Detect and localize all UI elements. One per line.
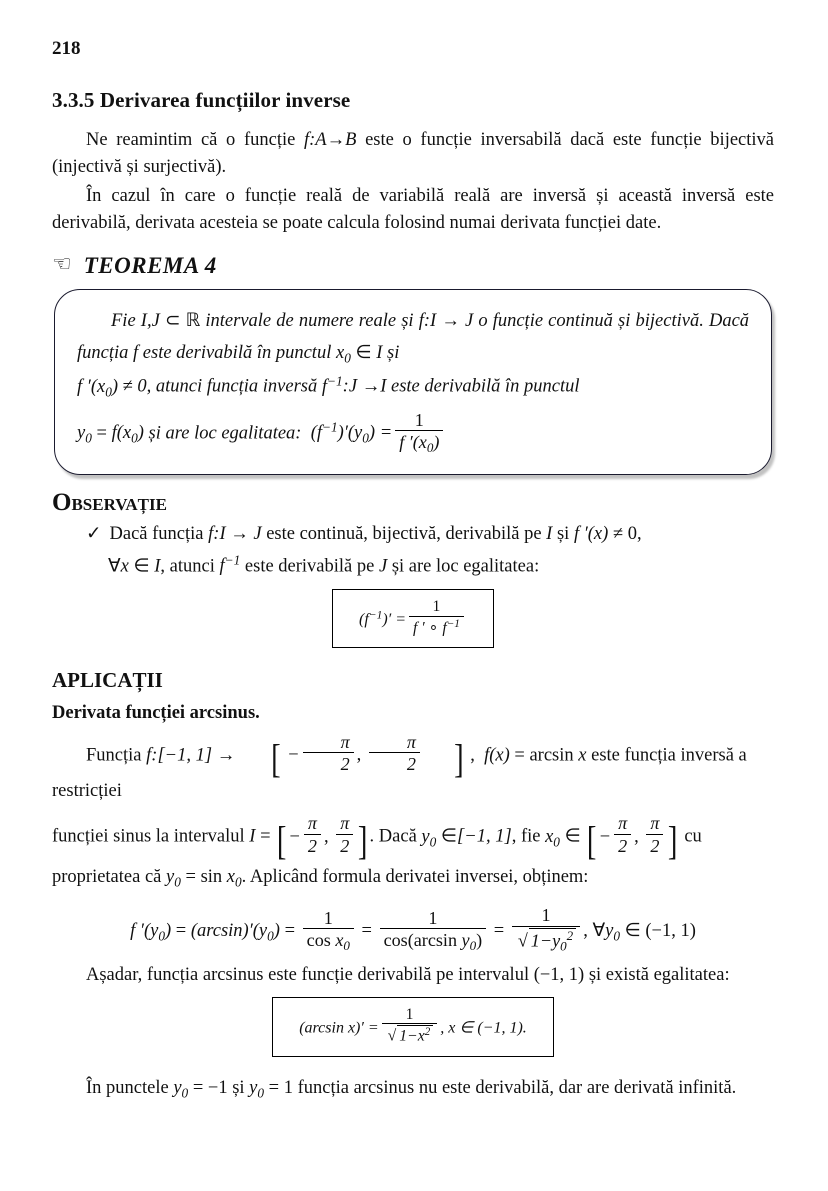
- observation-boxed-formula: [332, 589, 494, 648]
- obs-I: I: [219, 523, 226, 544]
- app-eq3: =: [185, 867, 196, 888]
- app-y0: $y_0$: [421, 826, 437, 850]
- thm-fraction: $\frac{1}{f '(x_0)}$: [395, 410, 443, 456]
- thm-J: J: [151, 311, 160, 331]
- thm-fie: Fie: [111, 311, 141, 331]
- obs-in: ∈: [133, 556, 150, 577]
- applications-title: APLICAȚII: [52, 667, 163, 692]
- formula-frac-2: $\frac{1}{\cos(\arcsin y_0)}$: [380, 908, 487, 954]
- formula-y0-tail: $y_0$: [605, 921, 620, 944]
- app-x: x: [578, 745, 587, 766]
- forall-icon: ∀: [108, 556, 121, 577]
- observation-head-rest: BSERVAȚIE: [71, 494, 167, 514]
- obs-arrow: →: [230, 523, 249, 544]
- thm-Idom: I: [430, 311, 437, 331]
- app-text-f: cu: [679, 826, 702, 847]
- obs-box-fraction: $\frac{1}{f ' \circ f^{-1}}$: [409, 598, 464, 637]
- obs-J: J: [253, 523, 262, 544]
- thm-Jcod: J: [464, 311, 474, 331]
- app-text-j: și: [227, 1077, 250, 1098]
- observation-head-initial: O: [52, 488, 72, 516]
- app-text-b: este funcția inversă a restricției: [52, 745, 747, 802]
- formula-eq4: =: [493, 921, 505, 942]
- thm-text-e: și: [382, 342, 400, 363]
- formula-comma: ,: [583, 921, 588, 942]
- section-title: 3.3.5 Derivarea funcțiilor inverse: [52, 88, 351, 112]
- app-eq4: = −1: [192, 1077, 228, 1098]
- thm-neq: ≠: [122, 376, 133, 397]
- theorem-line-1: [77, 306, 749, 370]
- check-icon: ✓: [86, 523, 102, 544]
- thm-J2: J: [348, 376, 358, 397]
- app-I: I: [249, 826, 256, 847]
- thm-text-b: intervale de numere reale și: [200, 311, 419, 331]
- thm-colon2: :: [342, 376, 349, 397]
- app-fx: f(x): [484, 745, 510, 766]
- theorem-box: [54, 289, 772, 475]
- app-line-4: Așadar, funcția arcsinus este funcție derivabilă pe intervalul (−1, 1) și există egalitatea:: [86, 964, 730, 985]
- obs-fprime: f ′(x): [573, 523, 609, 544]
- app-text-c: funcției sinus la intervalul: [52, 826, 250, 847]
- page-number: 218: [52, 38, 81, 59]
- app-dom2: [−1, 1]: [457, 826, 512, 847]
- obs-text-d: , atunci: [160, 556, 220, 577]
- thm-f2: f: [133, 342, 139, 363]
- thm-in: ∈: [355, 342, 372, 363]
- app-text-e: , fie: [511, 826, 546, 847]
- thm-arrow2: →: [361, 376, 381, 397]
- app-eq: =: [514, 745, 525, 766]
- obs-x: x: [120, 556, 129, 577]
- theorem-title: TEOREMA 4: [83, 253, 217, 278]
- thm-text-d: este derivabilă în punctul: [138, 342, 336, 363]
- formula-eq2: =: [284, 921, 296, 942]
- thm-y0: $y_0$: [77, 423, 92, 446]
- observation-line-1: [86, 521, 774, 549]
- app-line-5: [52, 1071, 774, 1106]
- app-arrow: →: [216, 745, 236, 766]
- formula-arcsin-prime: $(\arcsin)'(y_0)$: [190, 921, 280, 944]
- app-text-d: . Dacă: [369, 826, 422, 847]
- theorem-heading: [52, 253, 774, 279]
- app-arcsin: arcsin: [529, 745, 574, 766]
- thm-text-g: este derivabilă în punctul: [386, 376, 580, 397]
- obs-text-b: este continuă, bijectivă, derivabilă pe: [261, 523, 547, 544]
- paragraph-intro-1: [52, 127, 774, 181]
- obs-text-a: Dacă funcția: [109, 523, 209, 544]
- paragraph-intro-2: În cazul în care o funcție reală de variabilă reală are inversă și această inversă este derivabilă, derivata acesteia se poate calcula folosind numai derivata funcției date.: [52, 186, 774, 233]
- app-y0-d: $y_0$: [249, 1077, 265, 1100]
- para1-A: A: [315, 130, 327, 150]
- obs-zero: 0,: [627, 523, 642, 544]
- para1-text-b: este o funcție inversabilă dacă este funcție bijectivă (injectivă și surjectivă).: [52, 130, 774, 177]
- thm-I: I: [140, 311, 147, 331]
- app-domain: [−1, 1]: [157, 745, 213, 766]
- app-x0: $x_0$: [545, 826, 560, 850]
- thm-fcolon: :: [423, 311, 431, 331]
- app-text-a: Funcția: [86, 745, 147, 766]
- obs-I3: I: [154, 556, 161, 577]
- app-eq2: =: [260, 826, 271, 847]
- app-text-g: proprietatea că: [52, 867, 167, 888]
- arcsin-boxed-formula: [272, 997, 554, 1057]
- obs-text-e: este derivabilă pe: [240, 556, 379, 577]
- obs-box-lhs: $(f^{-1})'$ =: [359, 608, 406, 628]
- thm-text-h: și are loc egalitatea:: [143, 423, 302, 444]
- formula-frac-3: $\frac{1}{√ 1-y_0^2}$: [512, 905, 580, 954]
- thm-subset: ⊂: [164, 311, 181, 331]
- hand-pointer-icon: ☜: [52, 251, 72, 276]
- formula-interval: (−1, 1): [645, 921, 696, 942]
- app-interval-3: [ − $\frac{\pi}{2}$ , $\frac{\pi}{2}$ ]: [587, 813, 678, 863]
- obs-J2: J: [378, 556, 388, 577]
- thm-R: ℝ: [185, 311, 201, 331]
- para1-B: B: [345, 130, 357, 150]
- thm-text-f: , atunci funcția inversă: [146, 376, 322, 397]
- app-interval-1: [ − $\frac{\pi}{2}$ , $\frac{\pi}{2}$ ]: [270, 731, 464, 781]
- formula-eq1: =: [175, 921, 187, 942]
- app-line-3: [52, 860, 774, 895]
- app-in2: ∈: [564, 826, 581, 847]
- thm-eq: =: [96, 423, 107, 444]
- thm-x0: $x_0$: [335, 342, 351, 366]
- arcsin-box-fraction: $\frac{1}{√ 1-x^2}$: [382, 1006, 438, 1046]
- thm-lhs: $(f^{-1})'(y_0)$ =: [310, 419, 393, 446]
- thm-fprime-x0: f $'(x_0)$: [77, 376, 119, 399]
- arcsin-box-lhs: (arcsin x)′ =: [299, 1019, 379, 1037]
- theorem-line-4: [77, 410, 749, 456]
- thm-text-c: o funcție continuă și bijectivă. Dacă funcția: [77, 311, 750, 363]
- formula-in: ∈: [624, 921, 641, 942]
- obs-neq: ≠: [612, 523, 624, 544]
- app-y0b: $y_0$: [166, 867, 181, 890]
- thm-I3: I: [380, 376, 387, 397]
- formula-forall-icon: ∀: [592, 921, 606, 942]
- app-eq5: = 1: [268, 1077, 293, 1098]
- obs-colon: :: [213, 523, 220, 544]
- obs-I2: I: [546, 523, 553, 544]
- thm-zero: 0: [137, 376, 147, 397]
- app-text-k: funcția arcsinus nu este derivabilă, dar are derivată infinită.: [292, 1077, 737, 1098]
- para1-text-a: Ne reamintim că o funcție: [86, 130, 304, 150]
- app-interval-2: [ − $\frac{\pi}{2}$ , $\frac{\pi}{2}$ ]: [277, 813, 368, 863]
- obs-text-c: și: [552, 523, 574, 544]
- thm-fx0: $f(x_0)$: [111, 423, 144, 446]
- app-in: ∈: [440, 826, 458, 847]
- app-derivative-formula: [52, 905, 774, 954]
- obs-finv: $f^{-1}$: [219, 552, 241, 577]
- observation-heading: [52, 489, 774, 517]
- thm-finv: $f^{-1}$: [321, 372, 343, 397]
- app-text-i: În punctele: [86, 1077, 174, 1098]
- thm-comma: ,: [146, 311, 152, 331]
- observation-line-2: [108, 551, 774, 581]
- thm-I2: I: [376, 342, 383, 363]
- para1-colon: :: [309, 130, 316, 150]
- observation-boxed-formula-wrap: [52, 583, 774, 652]
- arcsin-boxed-wrap: [52, 991, 774, 1061]
- app-line-2: [52, 813, 774, 863]
- obs-f: f: [208, 523, 214, 544]
- app-y0-c: $y_0$: [173, 1077, 189, 1100]
- thm-arrow: →: [441, 311, 460, 331]
- para1-arrow: →: [326, 130, 346, 150]
- app-colon: :: [151, 745, 158, 766]
- thm-f: f: [418, 311, 424, 331]
- app-text-h: . Aplicând formula derivatei inversei, obținem:: [241, 867, 589, 888]
- app-line-1: Funcția f:[−1, 1] → [ − $\frac{\pi}{2}$ , $\frac{\pi}{2}$ ] , f(x) = arcsin x este funcția inversă a restricției: [52, 731, 747, 802]
- obs-text-f: și are loc egalitatea:: [387, 556, 540, 577]
- formula-lhs: f $'(y_0)$: [130, 921, 172, 944]
- arcsin-box-tail: , x ∈ (−1, 1).: [440, 1019, 527, 1037]
- applications-subtitle: Derivata funcției arcsinus.: [52, 702, 260, 723]
- app-sin: sin: [200, 867, 223, 888]
- theorem-line-3: [77, 370, 749, 404]
- para1-f: f: [303, 130, 310, 150]
- formula-frac-1: $\frac{1}{\cos x_0}$: [303, 908, 354, 954]
- formula-eq3: =: [361, 921, 372, 942]
- page-content: [52, 38, 774, 1110]
- app-x0b: $x_0$: [226, 867, 242, 890]
- app-f: f: [146, 745, 152, 766]
